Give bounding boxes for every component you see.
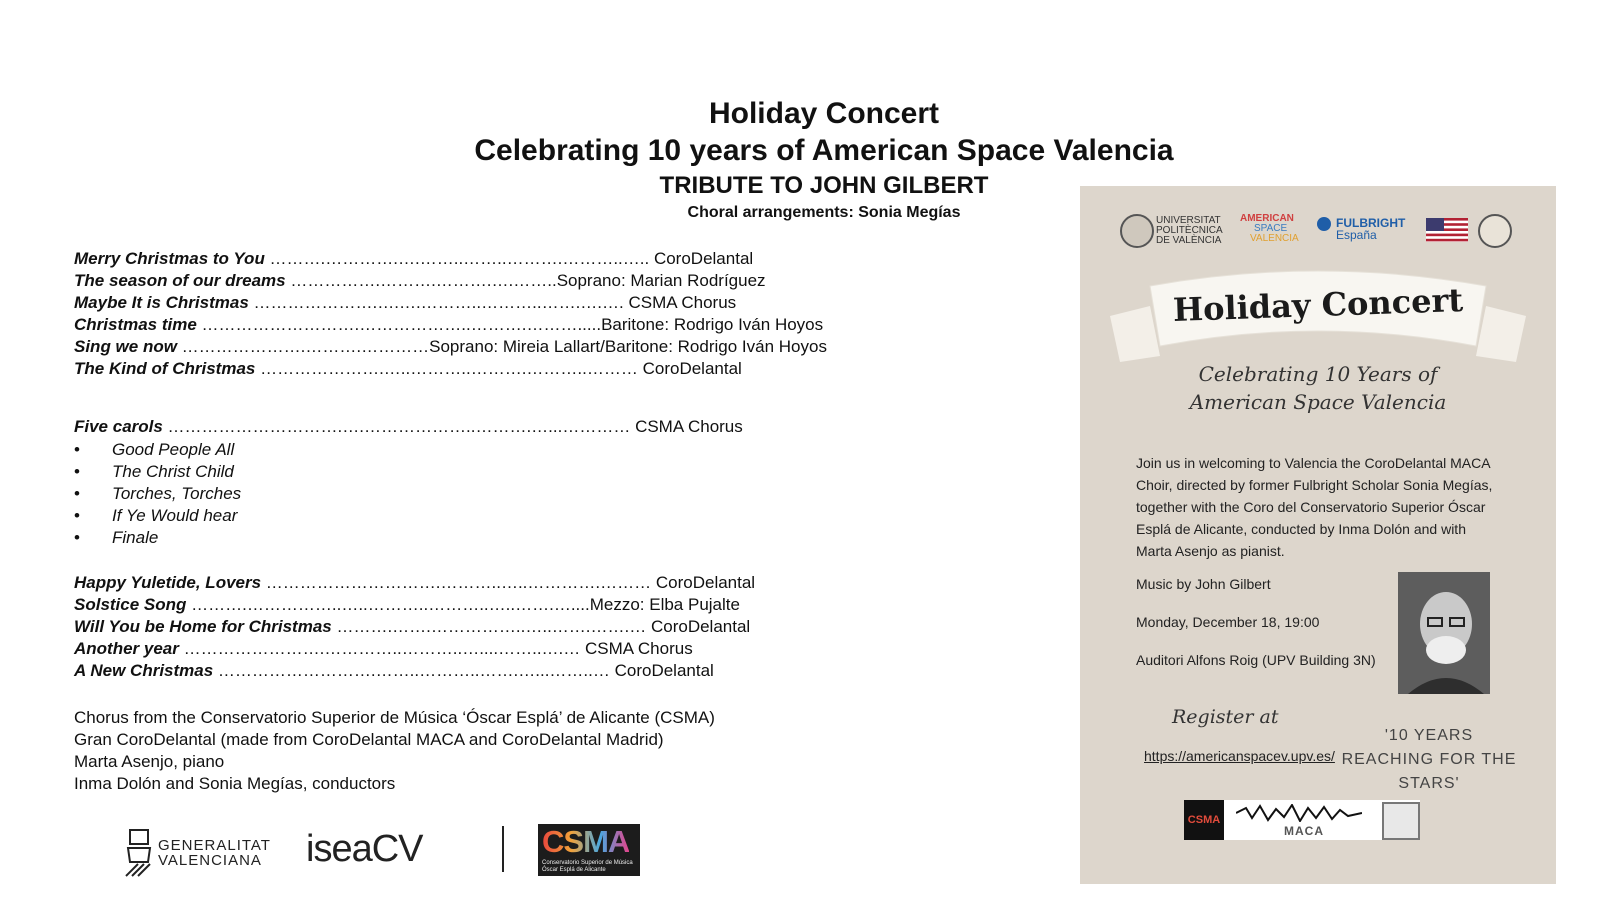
- asv-logo-line3: VALENCIA: [1250, 233, 1299, 244]
- poster-title: Holiday Concert: [1172, 280, 1464, 330]
- poster-bottom-logos: [1184, 800, 1420, 840]
- isea-logo: iseaCV: [306, 828, 423, 870]
- program-row: Solstice Song ……….……………..…..………..………..…..…….…....Mezzo: Elba Pujalte: [74, 595, 740, 614]
- poster-music-by: Music by John Gilbert: [1136, 576, 1271, 592]
- asv-logo-line1: AMERICAN: [1240, 213, 1294, 224]
- soundwave-icon: [1236, 804, 1362, 822]
- register-label: Register at: [1172, 706, 1279, 728]
- john-gilbert-photo: [1398, 572, 1490, 694]
- page-title: Holiday Concert: [708, 97, 940, 130]
- carol-item: • Torches, Torches: [74, 484, 242, 503]
- poster-date: Monday, December 18, 19:00: [1136, 614, 1320, 630]
- poster-slogan: '10 YEARS REACHING FOR THE STARS': [1341, 727, 1517, 792]
- carol-item: • Finale: [74, 528, 159, 547]
- generalitat-logo: GENERALITAT VALENCIANA: [158, 837, 271, 869]
- program-row: Merry Christmas to You ……….………….….……..……..……….………..….. CoroDelantal: [74, 249, 754, 268]
- concert-poster: [1080, 186, 1556, 884]
- us-flag-icon: [1426, 218, 1468, 242]
- poster-script-line2: American Space Valencia: [1189, 390, 1447, 414]
- tribute-heading: TRIBUTE TO JOHN GILBERT: [659, 172, 989, 199]
- carol-item: • The Christ Child: [74, 462, 234, 481]
- generalitat-emblem-icon: [124, 828, 154, 878]
- five-carols-row: Five carols ………………………….….………………..……….…...………… CSMA Chorus: [74, 417, 743, 436]
- program-row: The season of our dreams …………….……….……….….……..Soprano: Marian Rodríguez: [74, 271, 766, 290]
- credit-line: Inma Dolón and Sonia Megías, conductors: [74, 774, 396, 793]
- arrangements-line: Choral arrangements: Sonia Megías: [687, 204, 961, 221]
- credit-line: Gran CoroDelantal (made from CoroDelantal MACA and CoroDelantal Madrid): [74, 730, 664, 749]
- poster-body-text: Join us in welcoming to Valencia the CoroDelantal MACA Choir, directed by former Fulbright Scholar Sonia Megías, together with the Coro del Conservatorio Superior Óscar Esplá de Alicante, conducted by Inma Dolón and with Marta Asenjo as pianist.: [1136, 455, 1493, 559]
- carol-item: • Good People All: [74, 440, 235, 459]
- page-subtitle: Celebrating 10 years of American Space Valencia: [474, 134, 1174, 167]
- program-row: Maybe It is Christmas ………………….….….………..………..…….….…. CSMA Chorus: [74, 293, 737, 312]
- csma-logo: CSMA Conservatorio Superior de Música Óscar Esplá de Alicante: [538, 824, 640, 876]
- poster-script-line1: Celebrating 10 Years of: [1198, 362, 1438, 386]
- program-row: The Kind of Christmas ………………….…..………..……….………..……… CoroDelantal: [74, 359, 742, 378]
- us-seal-icon: [1478, 214, 1512, 248]
- program-row: Sing we now ………………….……….…………Soprano: Mireia Lallart/Baritone: Rodrigo Iván Hoyos: [74, 337, 827, 356]
- program-row: A New Christmas ……………………….……..………..…….…...……..… CoroDelantal: [74, 661, 714, 680]
- fulbright-logo: FULBRIGHT: [1336, 216, 1406, 230]
- credit-line: Marta Asenjo, piano: [74, 752, 225, 771]
- poster-logo-strip: [1080, 210, 1556, 250]
- asv-logo-line2: SPACE: [1254, 223, 1288, 234]
- poster-seal-logo: [1382, 802, 1420, 840]
- fulbright-espana: España: [1336, 228, 1377, 242]
- logo-divider: [502, 826, 504, 872]
- program-row: Another year …………………….…………..………..…....……..….… CSMA Chorus: [74, 639, 693, 658]
- register-link[interactable]: https://americanspacev.upv.es/: [1144, 748, 1335, 764]
- poster-maca-logo: MACA: [1284, 824, 1324, 838]
- program-row: Will You be Home for Christmas ……….…….……………..…..…….…….… CoroDelantal: [74, 617, 751, 636]
- fulbright-globe-icon: [1316, 216, 1332, 232]
- poster-csma-logo: CSMA: [1184, 800, 1224, 840]
- poster-venue: Auditori Alfons Roig (UPV Building 3N): [1136, 652, 1376, 668]
- carol-item: • If Ye Would hear: [74, 506, 238, 525]
- credit-line: Chorus from the Conservatorio Superior de Música ‘Óscar Esplá’ de Alicante (CSMA): [74, 708, 715, 727]
- program-row: Christmas time ……………………….………………..……….……….....Baritone: Rodrigo Iván Hoyos: [74, 315, 824, 334]
- upv-seal-icon: [1120, 214, 1154, 248]
- upv-logo-text: UNIVERSITAT POLITÈCNICA DE VALÈNCIA: [1156, 215, 1223, 246]
- program-row: Happy Yuletide, Lovers ………………………….………..…..………….……… CoroDelantal: [74, 573, 756, 592]
